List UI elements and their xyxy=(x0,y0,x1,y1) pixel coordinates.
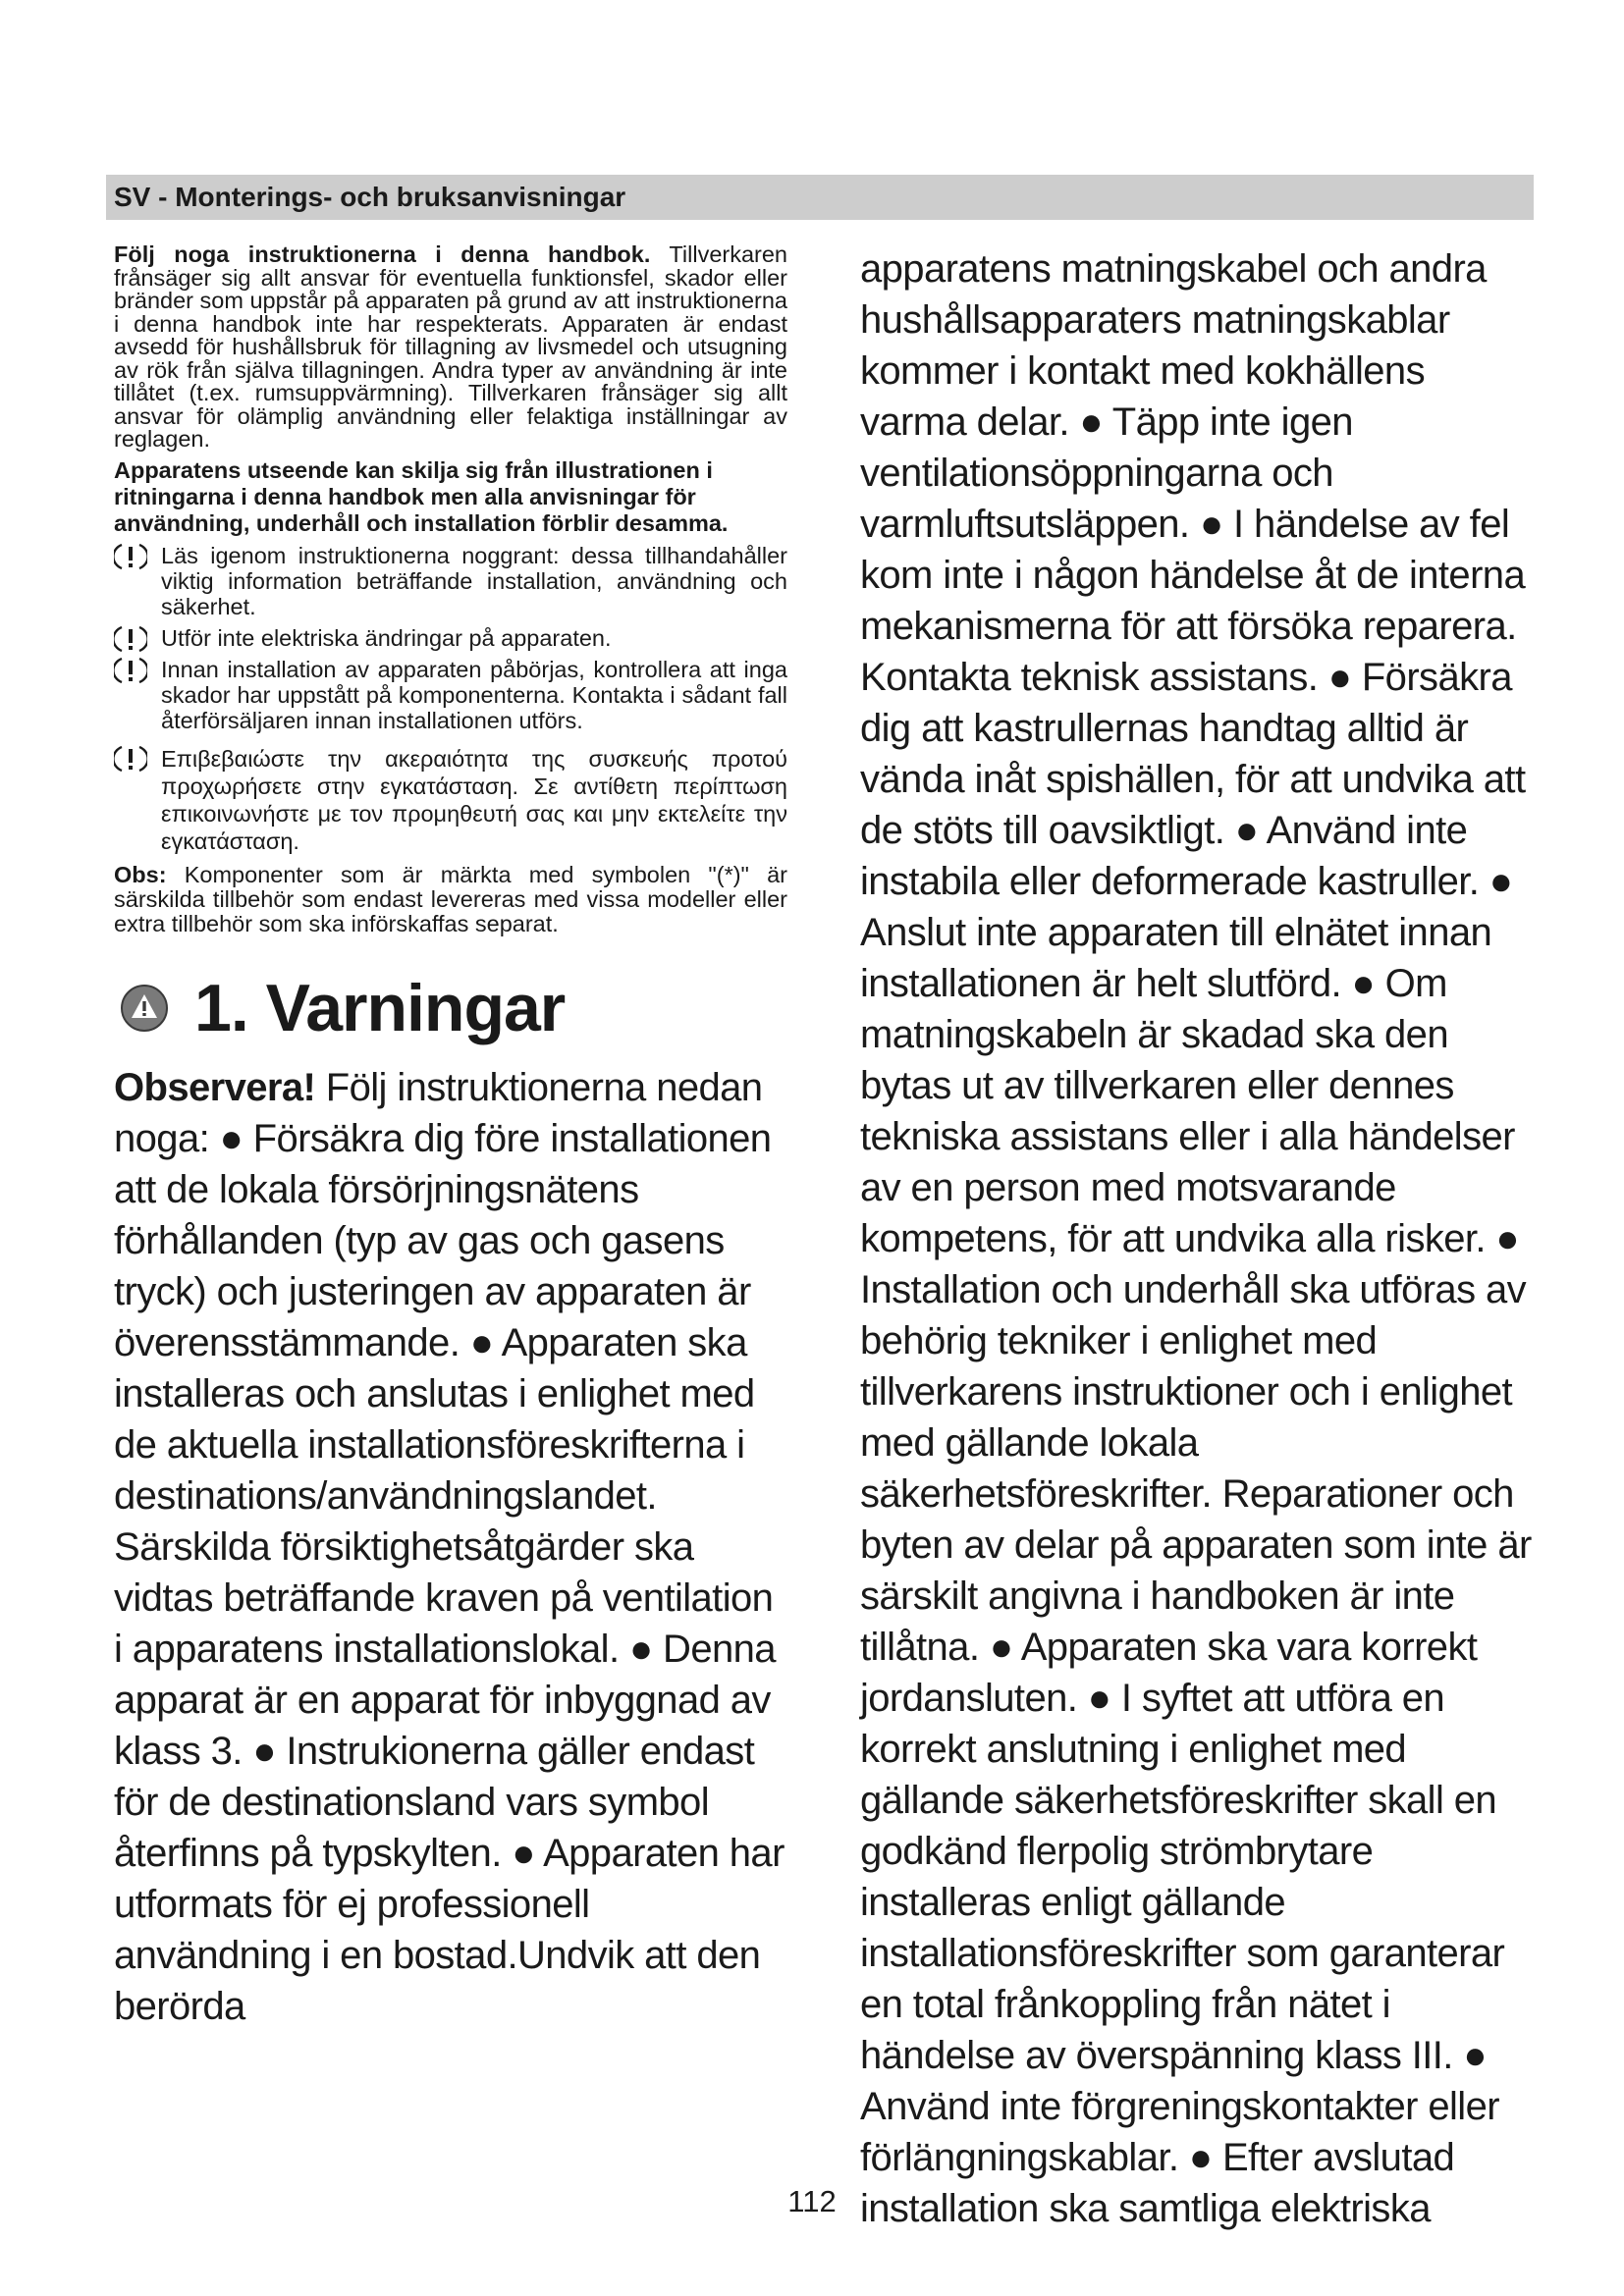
warning-text: Innan installation av apparaten påbörjas, kontrollera att inga skador har uppstått på komponenterna. Kontakta i sådant fall återförsäljaren innan installationen utförs. xyxy=(161,656,787,733)
body-lead: Observera! xyxy=(114,1065,316,1109)
warning-item xyxy=(114,543,787,619)
appearance-note: Apparatens utseende kan skilja sig från illustrationen i ritningarna i denna handbok men alla anvisningar för användning, underhåll och installation förblir desamma. xyxy=(114,456,729,536)
warning-text: Επιβεβαιώστε την ακεραιότητα της συσκευής προτού προχωρήσετε στην εγκατάσταση. Σε αντίθετη περίπτωση επικοινωνήστε με τον προμηθευτή σας και μην εκτελείτε την εγκατάσταση. xyxy=(161,745,787,854)
intro-rest: Tillverkaren frånsäger sig allt ansvar för eventuella funktionsfel, skador eller bränder som uppstår på apparaten på grund av att instruktionerna i denna handbok inte har respekterats. Apparaten är endast avsedd för hushållsbruk för tillagning av livsmedel och utsugning av rök från själva tillagningen. Andra typer av användning är inte tillåtet (t.ex. rumsuppvärmning). Tillverkaren frånsäger sig allt ansvar för olämplig användning eller felaktiga inställningar av reglagen. xyxy=(114,241,787,452)
section-heading-row xyxy=(114,954,787,1062)
intro-lead: Följ noga instruktionerna i denna handbok. xyxy=(114,241,651,267)
section-heading: 1. Varningar xyxy=(194,970,566,1045)
intro-paragraph xyxy=(114,243,787,452)
warning-text: Läs igenom instruktionerna noggrant: dessa tillhandahåller viktig information beträffande installation, användning och säkerhet. xyxy=(161,542,787,619)
left-body-text xyxy=(114,1062,787,2032)
warning-text: Utför inte elektriska ändringar på apparaten. xyxy=(161,624,612,651)
warning-item xyxy=(114,625,787,651)
obs-label: Obs: xyxy=(114,861,167,887)
left-column xyxy=(114,243,787,2032)
warning-exclamation-icon xyxy=(114,623,147,655)
warning-triangle-icon xyxy=(120,984,169,1033)
page-number: 112 xyxy=(787,2184,837,2218)
section-header-bar xyxy=(106,175,1534,220)
section-header-title: SV - Monterings- och bruksanvisningar xyxy=(114,182,626,212)
warning-exclamation-icon xyxy=(114,541,147,572)
warning-exclamation-icon xyxy=(114,655,147,686)
obs-paragraph xyxy=(114,863,787,936)
warning-item xyxy=(114,657,787,733)
warning-exclamation-icon xyxy=(114,743,147,774)
body-rest: Följ instruktionerna nedan noga: ● Försäkra dig före installationen att de lokala försörjningsnätens förhållanden (typ av gas och gasens tryck) och justeringen av apparaten är överensstämmande. ● Apparaten ska installeras och anslutas i enlighet med de aktuella installationsföreskrifterna i destinations/användningslandet. Särskilda försiktighetsåtgärder ska vidtas beträffande kraven på ventilation i apparatens installationslokal. ● Denna apparat är en apparat för inbyggnad av klass 3. ● Instrukionerna gäller endast för de destinationsland vars symbol återfinns på typskylten. ● Apparaten har utformats för ej professionell användning i en bostad.Undvik att den berörda xyxy=(114,1065,785,2028)
right-body-text: apparatens matningskabel och andra hushållsapparaters matningskablar kommer i kontakt med kokhällens varma delar. ● Täpp inte igen ventilationsöppningarna och varmluftsutsläppen. ● I händelse av fel kom inte i någon händelse åt de interna mekanismerna för att försöka reparera. Kontakta teknisk assistans. ● Försäkra dig att kastrullernas handtag alltid är vända inåt spishällen, för att undvika att de stöts till oavsiktligt. ● Använd inte instabila eller deformerade kastruller. ● Anslut inte apparaten till elnätet innan installationen är helt slutförd. ● Om matningskabeln är skadad ska den bytas ut av tillverkaren eller dennes tekniska assistans eller i alla händelser av en person med motsvarande kompetens, för att undvika alla risker. ● Installation och underhåll ska utföras av behörig tekniker i enlighet med tillverkarens instruktioner och i enlighet med gällande lokala säkerhetsföreskrifter. Reparationer och byten av delar på apparaten som inte är särskilt angivna i handboken är inte tillåtna. ● Apparaten ska vara korrekt jordansluten. ● I syftet att utföra en korrekt anslutning i enlighet med gällande säkerhetsföreskrifter skall en godkänd flerpolig strömbrytare installeras enligt gällande installationsföreskrifter som garanterar en total frånkoppling från nätet i händelse av överspänning klass III. ● Använd inte förgreningskontakter eller förlängningskablar. ● Efter avslutad installation ska samtliga elektriska xyxy=(860,247,1532,2230)
right-column xyxy=(860,243,1538,2234)
warning-item xyxy=(114,745,787,855)
obs-text: Komponenter som är märkta med symbolen "(*)" är särskilda tillbehör som endast levereras med vissa modeller eller extra tillbehör som ska införskaffas separat. xyxy=(114,861,787,936)
